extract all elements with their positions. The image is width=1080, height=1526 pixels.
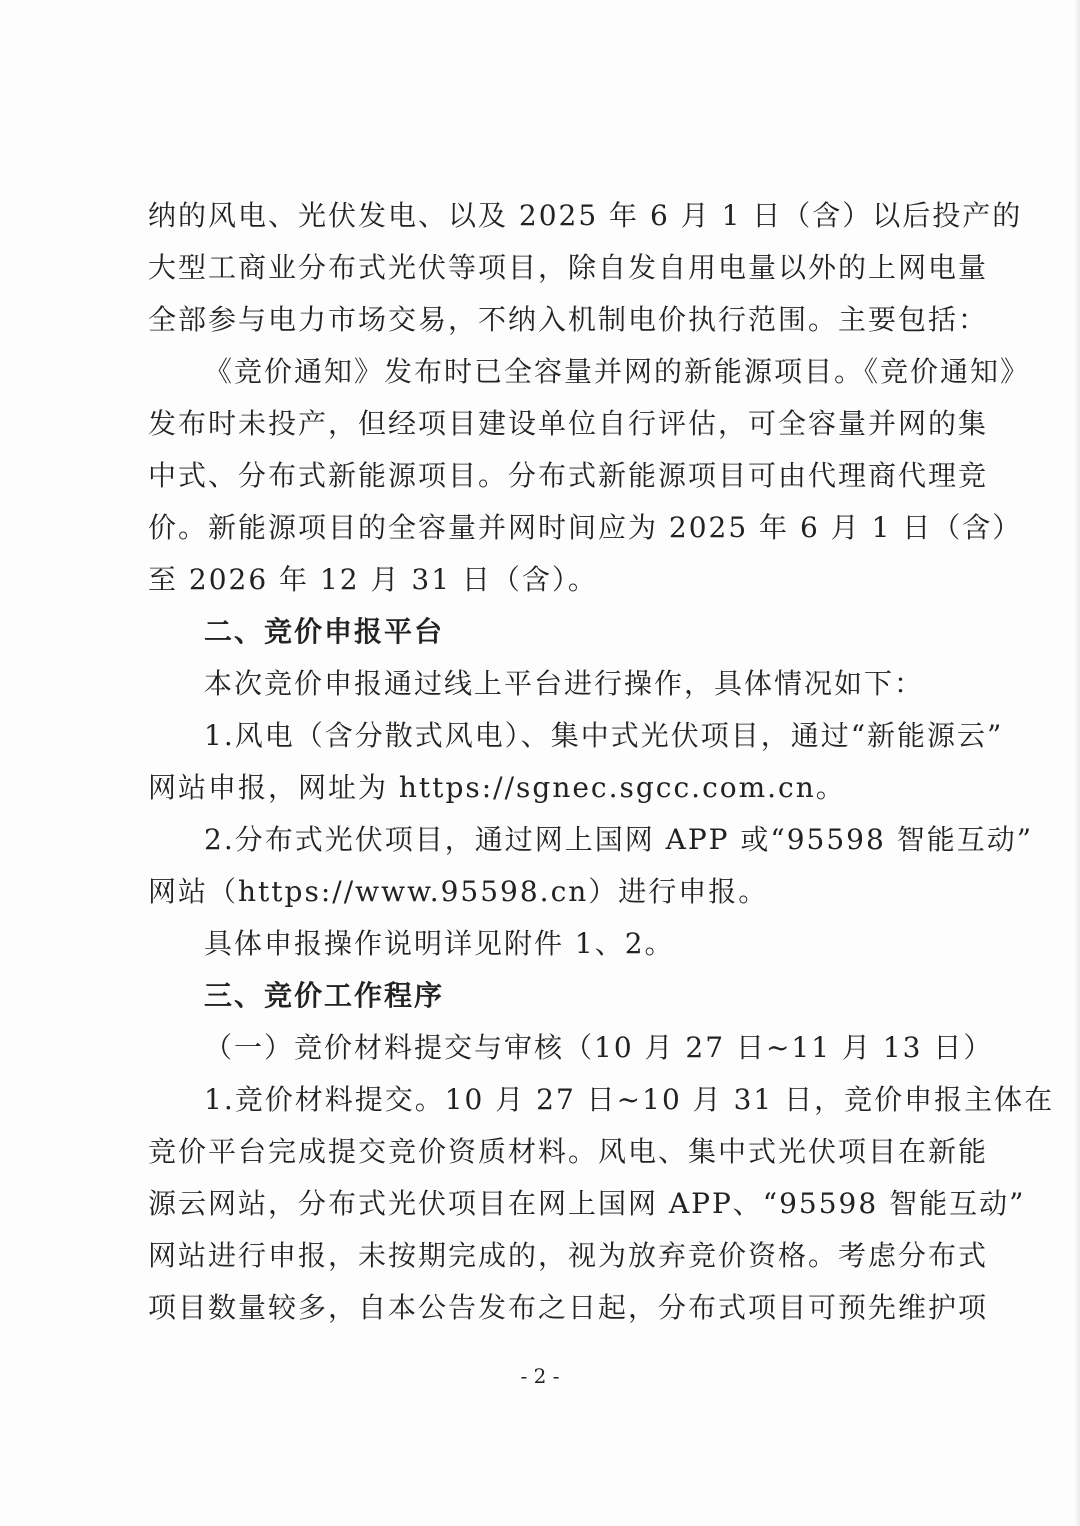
paragraph-line: 全部参与电力市场交易，不纳入机制电价执行范围。主要包括： <box>148 303 989 336</box>
paragraph-line: 项目数量较多，自本公告发布之日起，分布式项目可预先维护项 <box>148 1291 989 1324</box>
paragraph-line: 本次竞价申报通过线上平台进行操作，具体情况如下： <box>204 667 925 700</box>
document-body <box>148 190 1055 1334</box>
paragraph-line: 价。新能源项目的全容量并网时间应为 2025 年 6 月 1 日（含） <box>148 511 1023 544</box>
paragraph-line: 1.风电（含分散式风电）、集中式光伏项目，通过“新能源云” <box>204 719 1004 752</box>
paragraph-line: 至 2026 年 12 月 31 日（含）。 <box>148 563 598 596</box>
paragraph-line: 中式、分布式新能源项目。分布式新能源项目可由代理商代理竞 <box>148 459 989 492</box>
paragraph-line: 网站进行申报，未按期完成的，视为放弃竞价资格。考虑分布式 <box>148 1239 989 1272</box>
paragraph-line: 纳的风电、光伏发电、以及 2025 年 6 月 1 日（含）以后投产的 <box>148 199 1023 232</box>
paragraph-line: 竞价平台完成提交竞价资质材料。风电、集中式光伏项目在新能 <box>148 1135 989 1168</box>
paragraph-line: 具体申报操作说明详见附件 1、2。 <box>204 927 675 960</box>
paragraph-line: 网站（https://www.95598.cn）进行申报。 <box>148 875 769 908</box>
section-heading-procedure: 三、竞价工作程序 <box>204 979 445 1012</box>
subsection-heading: （一）竞价材料提交与审核（10 月 27 日~11 月 13 日） <box>204 1031 994 1064</box>
paragraph-line: 网站申报，网址为 https://sgnec.sgcc.com.cn。 <box>148 771 846 804</box>
paragraph-line: 发布时未投产，但经项目建设单位自行评估，可全容量并网的集 <box>148 407 989 440</box>
page-number: - 2 - <box>520 1364 560 1388</box>
section-heading-platform: 二、竞价申报平台 <box>204 615 445 648</box>
paragraph-line: 《竞价通知》发布时已全容量并网的新能源项目。《竞价通知》 <box>204 355 1031 388</box>
paragraph-line: 大型工商业分布式光伏等项目，除自发自用电量以外的上网电量 <box>148 251 989 284</box>
paragraph-line: 1.竞价材料提交。10 月 27 日~10 月 31 日，竞价申报主体在 <box>204 1083 1055 1116</box>
paragraph-line: 源云网站，分布式光伏项目在网上国网 APP、“95598 智能互动” <box>148 1187 1026 1220</box>
paragraph-line: 2.分布式光伏项目，通过网上国网 APP 或“95598 智能互动” <box>204 823 1034 856</box>
scan-edge <box>1074 0 1080 1526</box>
